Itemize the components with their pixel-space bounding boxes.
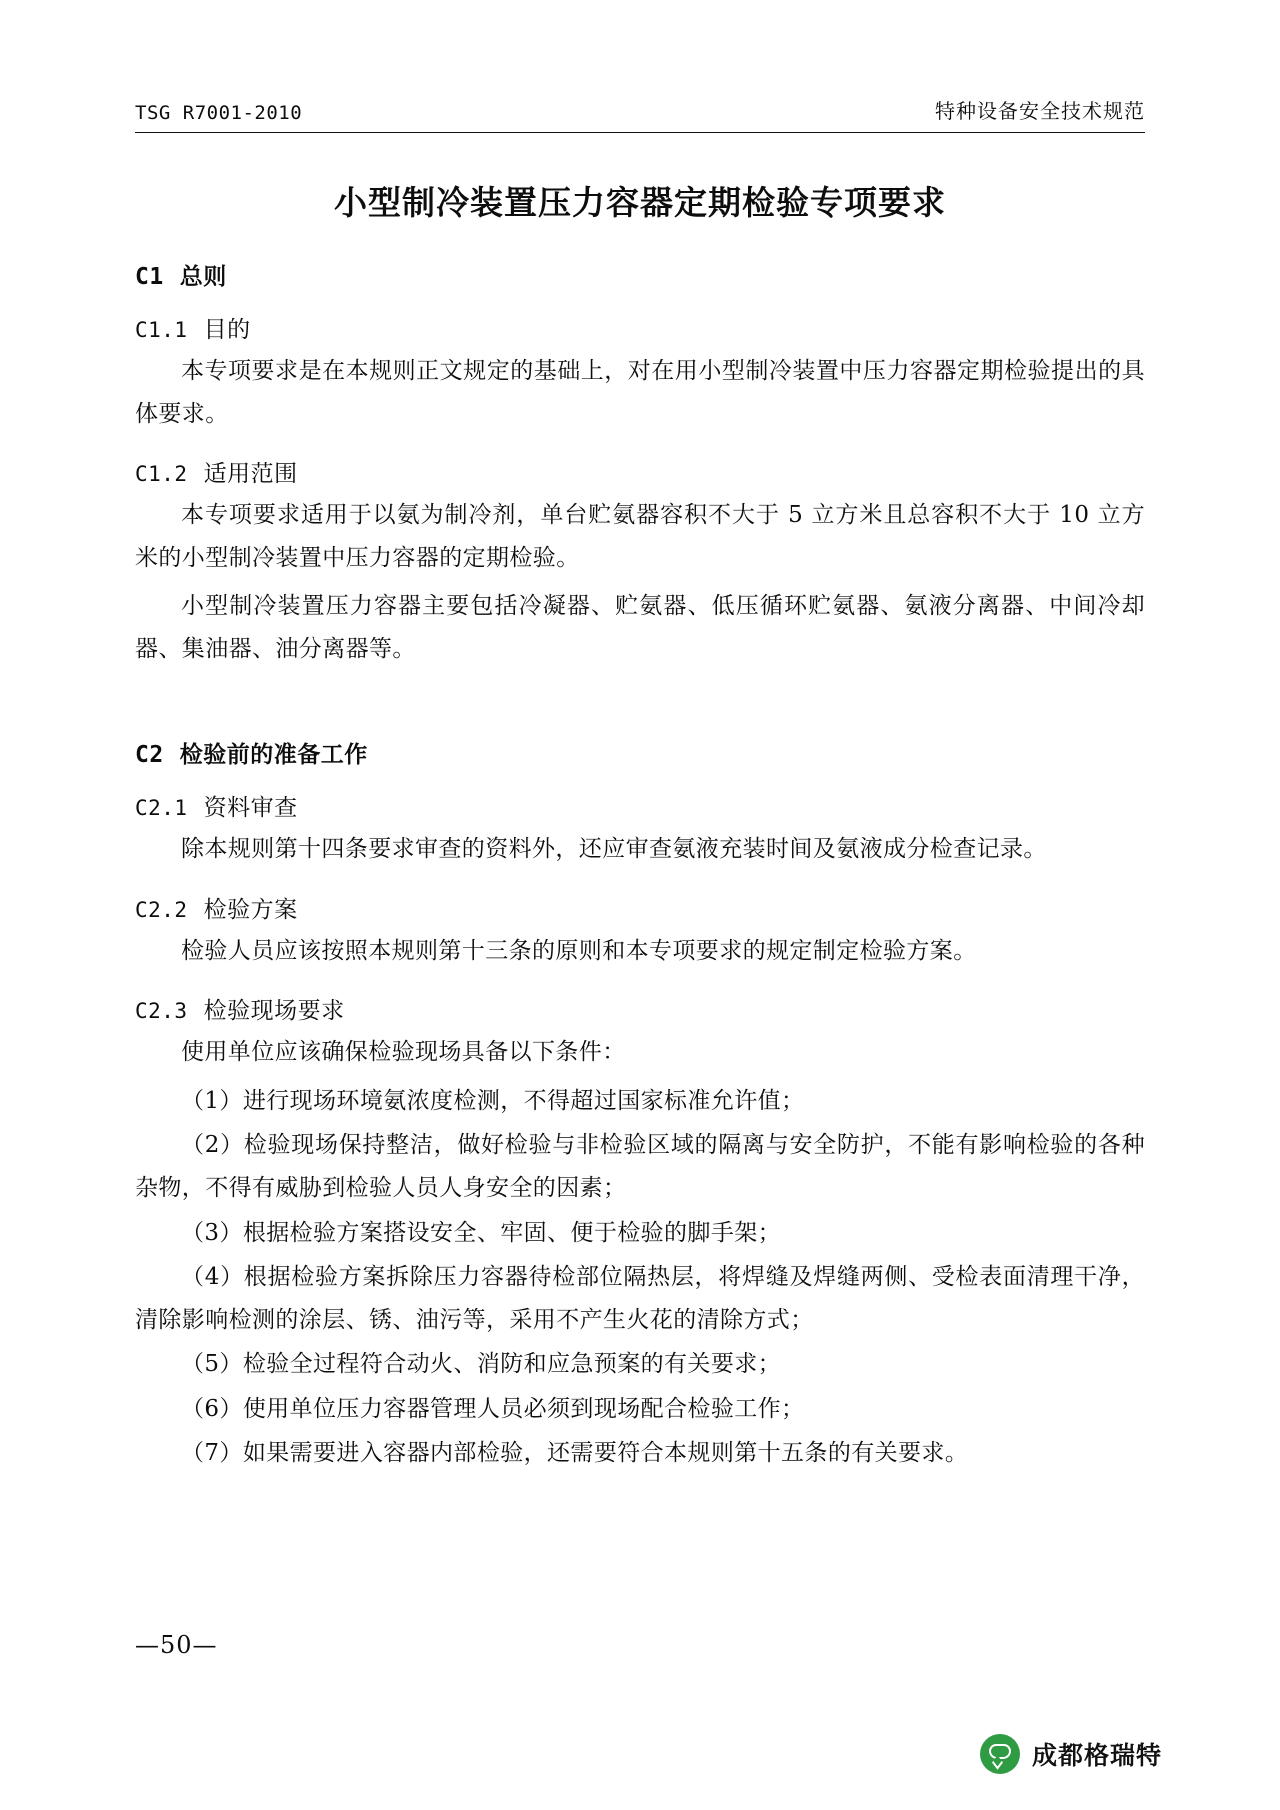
section-heading-c23 [135, 992, 1145, 1025]
watermark [980, 1734, 1162, 1774]
section-label-c22: 检验方案 [203, 896, 298, 923]
section-heading-c1 [135, 258, 1145, 291]
page-header [135, 95, 1145, 133]
paragraph-c11: 本专项要求是在本规则正文规定的基础上，对在用小型制冷装置中压力容器定期检验提出的具体要求。 [135, 358, 1145, 427]
section-heading-c22 [135, 891, 1145, 924]
header-standard-title: 特种设备安全技术规范 [935, 99, 1145, 123]
section-number-c1: C1 [135, 264, 164, 290]
section-heading-c21 [135, 789, 1145, 822]
section-number-c23: C2.3 [135, 999, 188, 1024]
header-standard-code: TSG R7001-2010 [135, 102, 303, 124]
list-item: （4）根据检验方案拆除压力容器待检部位隔热层，将焊缝及焊缝两侧、受检表面清理干净，清除影响检测的涂层、锈、油污等，采用不产生火花的清除方式； [135, 1264, 1145, 1333]
section-heading-c11 [135, 311, 1145, 344]
wechat-logo-icon [980, 1734, 1020, 1774]
paragraph-c12-scope: 本专项要求适用于以氨为制冷剂，单台贮氨器容积不大于 5 立方米且总容积不大于 10 立方米的小型制冷装置中压力容器的定期检验。 [135, 502, 1145, 571]
section-number-c11: C1.1 [135, 318, 188, 342]
list-item: （1）进行现场环境氨浓度检测，不得超过国家标准允许值； [181, 1087, 805, 1114]
section-heading-c2 [135, 736, 1145, 769]
list-item: （2）检验现场保持整洁，做好检验与非检验区域的隔离与安全防护，不能有影响检验的各种杂物，不得有威胁到检验人员人身安全的因素； [135, 1132, 1145, 1202]
section-label-c11: 目的 [203, 317, 251, 343]
paragraph-c23-lead: 使用单位应该确保检验现场具备以下条件： [181, 1039, 626, 1066]
page-title: 小型制冷装置压力容器定期检验专项要求 [334, 183, 946, 222]
section-spacer [135, 676, 1145, 702]
watermark-label: 成都格瑞特 [1031, 1741, 1162, 1770]
section-label-c1: 总则 [179, 264, 227, 290]
paragraph-c22: 检验人员应该按照本规则第十三条的原则和本专项要求的规定制定检验方案。 [181, 937, 977, 964]
list-item: （5）检验全过程符合动火、消防和应急预案的有关要求； [181, 1351, 782, 1378]
list-item: （7）如果需要进入容器内部检验，还需要符合本规则第十五条的有关要求。 [181, 1440, 969, 1467]
section-label-c21: 资料审查 [203, 795, 298, 822]
section-number-c2: C2 [135, 742, 164, 769]
list-item: （6）使用单位压力容器管理人员必须到现场配合检验工作； [181, 1395, 805, 1422]
page-number: —50— [135, 1631, 218, 1659]
paragraph-c21: 除本规则第十四条要求审查的资料外，还应审查氨液充装时间及氨液成分检查记录。 [181, 836, 1047, 863]
page-content [135, 95, 1145, 1477]
section-number-c22: C2.2 [135, 897, 188, 922]
list-item: （3）根据检验方案搭设安全、牢固、便于检验的脚手架； [181, 1219, 782, 1246]
section-label-c2: 检验前的准备工作 [179, 742, 368, 769]
section-label-c23: 检验现场要求 [203, 998, 345, 1025]
section-number-c12: C1.2 [135, 462, 188, 487]
section-number-c21: C2.1 [135, 796, 188, 821]
paragraph-c12-vessels: 小型制冷装置压力容器主要包括冷凝器、贮氨器、低压循环贮氨器、氨液分离器、中间冷却器、集油器、油分离器等。 [135, 593, 1145, 662]
section-label-c12: 适用范围 [203, 461, 298, 488]
section-heading-c12 [135, 455, 1145, 488]
